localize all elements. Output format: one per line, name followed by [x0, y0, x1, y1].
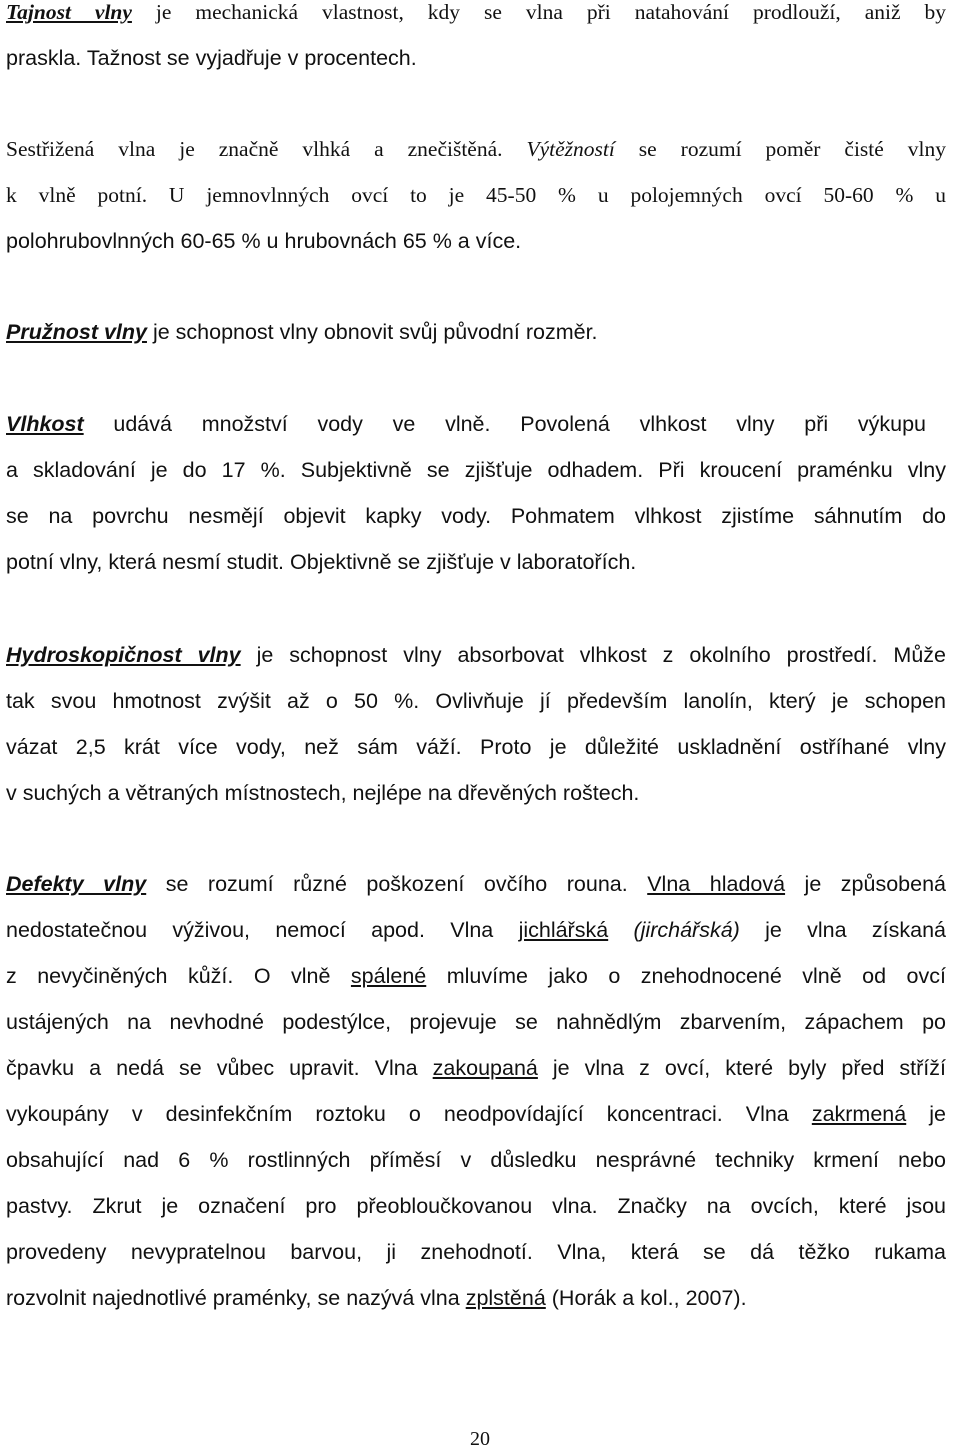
page-number: 20 — [470, 1428, 490, 1450]
text-line: polohrubovlnných 60-65 % u hrubovnách 65 % a více. — [6, 229, 522, 253]
text-line: v suchých a větraných místnostech, nejlépe na dřevěných roštech. — [6, 781, 640, 805]
term-vlhkost: Vlhkost — [6, 412, 84, 436]
text-line: obsahující nad 6 % rostlinných příměsí v důsledku nesprávné techniky krmení nebo — [6, 1148, 946, 1172]
text-span: udává množství vody ve vlně. Povolená vlhkost vlny při výkupu — [83, 412, 926, 436]
text-span: je mechanická vlastnost, kdy se vlna při natahování prodlouží, aniž by — [131, 0, 947, 24]
text-line — [6, 0, 946, 35]
term-spalene: spálené — [350, 964, 427, 988]
text-span: je schopnost vlny absorbovat vlhkost z okolního prostředí. Může — [240, 643, 946, 667]
term-zakoupana: zakoupaná — [432, 1056, 538, 1080]
text-span — [608, 918, 633, 942]
text-span: je vlna získaná — [739, 918, 946, 942]
term-tajnost-vlny: Tajnost vlny — [6, 0, 132, 24]
text-span: vykoupány v desinfekčním roztoku o neodpovídající koncentraci. Vlna — [6, 1102, 812, 1126]
text-span: rozvolnit najednotlivé praménky, se nazývá vlna — [6, 1286, 466, 1310]
term-jichlarska: jichlářská — [518, 918, 609, 942]
text-line — [6, 1045, 946, 1091]
term-zakrmena: zakrmená — [811, 1102, 907, 1126]
text-line — [6, 401, 926, 447]
text-span: je schopnost vlny obnovit svůj původní rozměr. — [146, 320, 598, 344]
text-line — [6, 126, 946, 172]
text-line — [6, 632, 946, 678]
term-vlna-hladova: Vlna hladová — [647, 872, 786, 896]
text-line: k vlně potní. U jemnovlnných ovcí to je 45-50 % u polojemných ovcí 50-60 % u — [6, 183, 946, 207]
text-line: a skladování je do 17 %. Subjektivně se zjišťuje odhadem. Při kroucení praménku vlny — [6, 458, 946, 482]
text-span: je vlna z ovcí, které byly před stříží — [537, 1056, 947, 1080]
text-line: ustájených na nevhodné podestýlce, projevuje se nahnědlým zbarvením, zápachem po — [6, 1010, 946, 1034]
term-zplstena: zplstěná — [465, 1286, 546, 1310]
text-span: Sestřižená vlna je značně vlhká a znečištěná. — [6, 137, 527, 161]
text-span: je — [906, 1102, 946, 1126]
text-span: z nevyčiněných kůží. O vlně — [6, 964, 351, 988]
term-vytreznost: Výtěžností — [526, 137, 615, 161]
text-line: provedeny nevypratelnou barvou, ji znehodnotí. Vlna, která se dá těžko rukama — [6, 1240, 946, 1264]
text-line: praskla. Tažnost se vyjadřuje v procentech. — [6, 46, 417, 70]
term-defekty-vlny: Defekty vlny — [6, 872, 147, 896]
text-line — [6, 1091, 946, 1137]
text-line — [6, 1275, 946, 1321]
text-line: potní vlny, která nesmí studit. Objektivně se zjišťuje v laboratořích. — [6, 550, 637, 574]
text-line — [6, 861, 946, 907]
text-line — [6, 953, 946, 999]
text-line: tak svou hmotnost zvýšit až o 50 %. Ovlivňuje jí především lanolín, který je schopen — [6, 689, 946, 713]
term-hydroskopicnost-vlny: Hydroskopičnost vlny — [6, 643, 241, 667]
text-span: se rozumí různé poškození ovčího rouna. — [146, 872, 648, 896]
text-line: pastvy. Zkrut je označení pro přeobloučkovanou vlna. Značky na ovcích, které jsou — [6, 1194, 946, 1218]
text-span: se rozumí poměr čisté vlny — [614, 137, 946, 161]
text-span: čpavku a nedá se vůbec upravit. Vlna — [6, 1056, 433, 1080]
text-span: (Horák a kol., 2007). — [545, 1286, 747, 1310]
term-jircharska: (jirchářská) — [633, 918, 740, 942]
text-line — [6, 907, 946, 953]
term-pruznost-vlny: Pružnost vlny — [6, 320, 147, 344]
text-line — [6, 309, 946, 355]
text-span: je způsobená — [785, 872, 946, 896]
text-line: se na povrchu nesmějí objevit kapky vody. Pohmatem vlhkost zjistíme sáhnutím do — [6, 504, 946, 528]
text-span: mluvíme jako o znehodnocené vlně od ovcí — [426, 964, 946, 988]
text-span: nedostatečnou výživou, nemocí apod. Vlna — [6, 918, 519, 942]
text-line: vázat 2,5 krát více vody, než sám váží. Proto je důležité uskladnění ostříhané vlny — [6, 735, 946, 759]
